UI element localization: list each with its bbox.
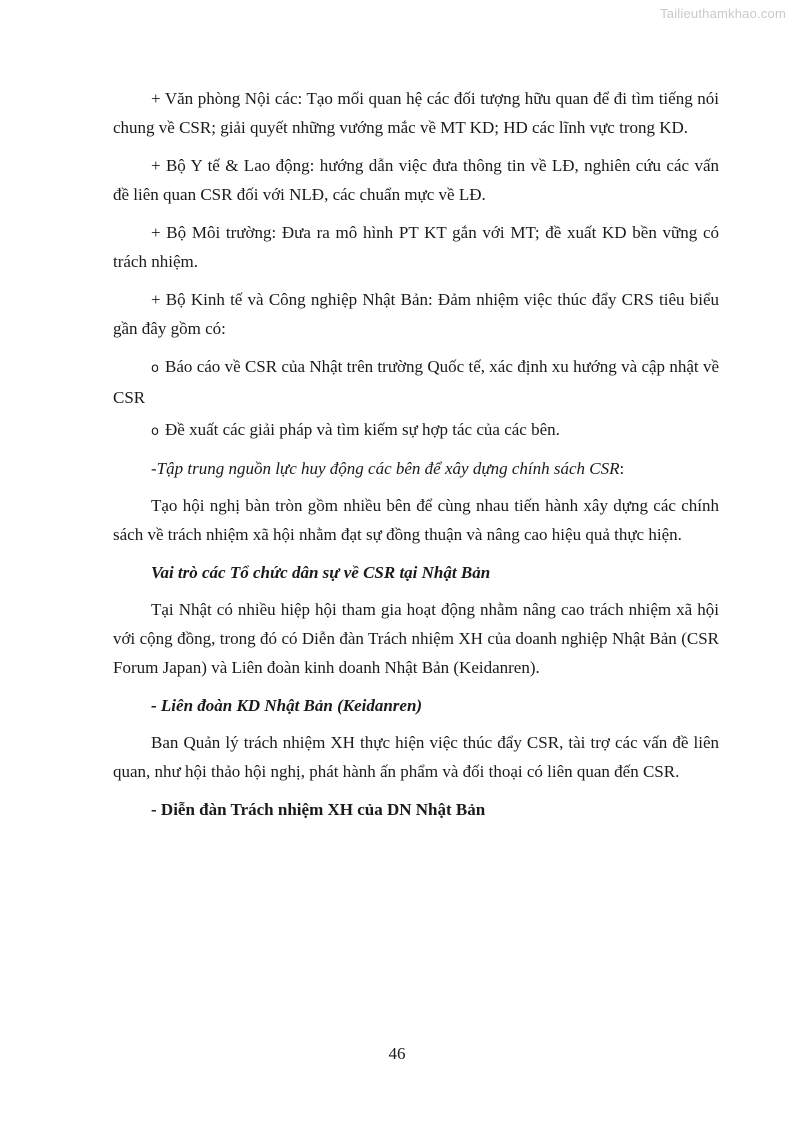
section-heading-keidanren: - Liên đoàn KD Nhật Bản (Keidanren) bbox=[151, 696, 423, 715]
watermark-text: Tailieuthamkhao.com bbox=[660, 6, 786, 21]
italic-subheading-text: -Tập trung nguồn lực huy động các bên để xây dựng chính sách CSR bbox=[151, 459, 620, 478]
bullet-text: Báo cáo về CSR của Nhật trên trường Quốc tế, xác định xu hướng và cập nhật về CSR bbox=[113, 357, 719, 407]
bullet-circle-icon: o bbox=[151, 361, 159, 376]
paragraph-ministry-environment: + Bộ Môi trường: Đưa ra mô hình PT KT gắn với MT; đề xuất KD bền vững có trách nhiệm. bbox=[113, 223, 719, 271]
italic-subheading-colon: : bbox=[619, 459, 625, 478]
bullet-item-report bbox=[113, 352, 719, 412]
section-heading-civil-orgs: Vai trò các Tổ chức dân sự về CSR tại Nhật Bản bbox=[151, 563, 491, 582]
bullet-text: Đề xuất các giải pháp và tìm kiếm sự hợp tác của các bên. bbox=[165, 420, 560, 439]
section-heading-csr-forum: - Diễn đàn Trách nhiệm XH của DN Nhật Bản bbox=[151, 800, 486, 819]
paragraph-associations: Tại Nhật có nhiều hiệp hội tham gia hoạt động nhằm nâng cao trách nhiệm xã hội với cộng đồng, trong đó có Diễn đàn Trách nhiệm XH của doanh nghiệp Nhật Bản (CSR Forum Japan) và Liên đoàn kinh doanh Nhật Bản (Keidanren). bbox=[113, 600, 719, 677]
document-body bbox=[113, 84, 719, 832]
paragraph-cabinet-office: + Văn phòng Nội các: Tạo mối quan hệ các đối tượng hữu quan để đi tìm tiếng nói chung về CSR; giải quyết những vướng mắc về MT KD; HD các lĩnh vực trong KD. bbox=[113, 89, 719, 137]
paragraph-keidanren-board: Ban Quản lý trách nhiệm XH thực hiện việc thúc đẩy CSR, tài trợ các vấn đề liên quan, như hội thảo hội nghị, phát hành ấn phẩm và đối thoại có liên quan đến CSR. bbox=[113, 733, 719, 781]
italic-subheading bbox=[113, 454, 719, 483]
page-number: 46 bbox=[388, 1044, 406, 1063]
paragraph-round-table: Tạo hội nghị bàn tròn gồm nhiều bên để cùng nhau tiến hành xây dựng các chính sách về trách nhiệm xã hội nhằm đạt sự đồng thuận và nâng cao hiệu quả thực hiện. bbox=[113, 496, 719, 544]
paragraph-ministry-economy: + Bộ Kinh tế và Công nghiệp Nhật Bản: Đảm nhiệm việc thúc đẩy CRS tiêu biểu gần đây gồm có: bbox=[113, 290, 719, 338]
bullet-circle-icon: o bbox=[151, 424, 159, 439]
bullet-item-proposal bbox=[113, 415, 719, 446]
paragraph-ministry-health-labour: + Bộ Y tế & Lao động: hướng dẫn việc đưa thông tin về LĐ, nghiên cứu các vấn đề liên quan CSR đối với NLĐ, các chuẩn mực về LĐ. bbox=[113, 156, 719, 204]
